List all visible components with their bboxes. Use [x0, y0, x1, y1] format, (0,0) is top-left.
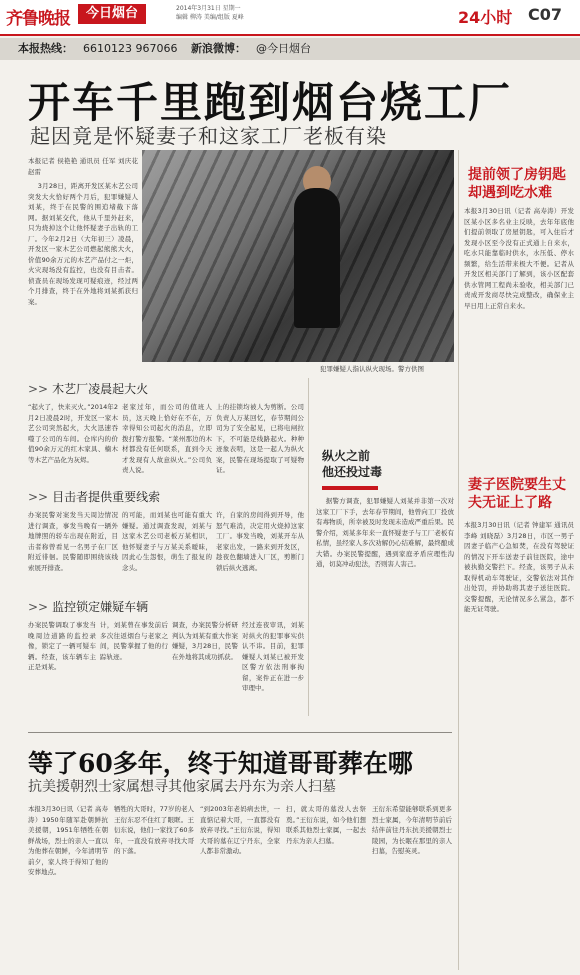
story3-body — [464, 520, 574, 966]
hour-label: 24小时 — [458, 8, 513, 27]
story2-byline: 本报3月30日讯（记者 高寿涛） — [464, 207, 561, 215]
story1-lead — [28, 156, 138, 326]
story4-headline: 等了60多年，终于知道哥哥葬在哪 — [28, 749, 413, 778]
section1-col3: 上的挂锁均被人为剪断。公司负责人万某回忆，春节期间公司为了安全起见，已将电闸拉下，不可能是线路起火。种种迹象表明，这是一起人为纵火案，民警在现场提取了可疑物证。 — [216, 403, 304, 474]
section3-heading: >> 监控锁定嫌疑车辆 — [28, 600, 149, 614]
hotline-bar — [0, 38, 580, 60]
weibo-handle: @今日烟台 — [255, 42, 311, 55]
section1-title: 木艺厂凌晨起大火 — [52, 382, 149, 396]
section1-col1: “起火了，快来灭火。”2014年2月2日凌晨2时，开发区一家木艺公司突然起火，大火迅速吞噬了公司的车间。仓库内的价值90余万元的红木家具、楠木等木艺产品化为灰烬。 — [28, 403, 118, 464]
hotline-label: 本报热线： — [18, 42, 73, 55]
column-rule — [308, 378, 309, 716]
hotline-numbers: 6610123 967066 — [83, 42, 178, 55]
weibo-label: 新浪微博： — [190, 42, 246, 55]
mid-title-line1: 纵火之前 — [322, 449, 371, 463]
column-rule — [458, 150, 459, 970]
newspaper-logo: 齐鲁晚报 — [6, 9, 70, 29]
section2-heading: >> 目击者提供重要线索 — [28, 490, 161, 504]
section3-col2: 计，刘某曾在事发前后多次往返烟台与老家之间，民警掌握了他的行踪轨迹。 — [100, 621, 168, 661]
section3-col1: 办案民警调取了事发当晚周边道路的监控录像，锁定了一辆可疑车辆。经查，该车辆车主正是刘某。 — [28, 621, 96, 671]
section1-heading: >> 木艺厂凌晨起大火 — [28, 382, 149, 396]
story4-subhead: 抗美援朝烈士家属想寻其他家属去丹东为亲人扫墓 — [28, 779, 336, 795]
main-subhead: 起因竟是怀疑妻子和这家工厂老板有染 — [30, 124, 387, 148]
story2-title: 提前领了房钥匙却遇到吃水难 — [468, 167, 566, 201]
date-line: 2014年3月31日 星期一 — [176, 5, 241, 12]
main-headline: 开车千里跑到烟台烧工厂 — [28, 78, 513, 127]
story3-byline: 本报3月30日讯（记者 钟建军 通讯员 李峰 刘晓磊） — [464, 521, 574, 540]
section-tag: 今日烟台 — [78, 4, 146, 24]
story4-col2: 牺牲的大哥时，77岁的老人王衍东忍不住红了眼眶。王衍东说，他们一家找了60多年，一直没有放弃寻找大哥的下落。 — [114, 805, 194, 855]
news-photo — [142, 150, 454, 362]
masthead — [0, 0, 580, 36]
story4-byline: 本报3月30日讯（记者 高寿涛） — [28, 805, 108, 824]
section2-col3: 许，自家的房间得到开导，他怒气难消，决定用火烧掉这家工厂。事发当晚，刘某开车从老家出发，一路来到开发区，趁夜色翻墙进入厂区，剪断门锁后纵火逃离。 — [216, 511, 304, 572]
mid-title — [322, 448, 382, 480]
section3-col4: 经过连夜审讯，刘某对纵火的犯罪事实供认不讳。目前，犯罪嫌疑人刘某已被开发区警方依法刑事拘留，案件正在进一步审理中。 — [242, 621, 304, 692]
section2-col2: 的可能，而刘某也可能有重大嫌疑。通过调查发现，刘某与这家木艺公司老板万某相识，他怀疑妻子与万某关系暧昧，因此心生怨恨，萌生了报复的念头。 — [122, 511, 212, 572]
story2-body — [464, 206, 574, 330]
dateline — [176, 4, 244, 22]
story-divider — [28, 732, 452, 733]
section2-col1: 办案民警对案发当天周边情况进行调查，事发当晚有一辆外地牌照的轿车出现在附近，目击者称曾看见一名男子在厂区附近徘徊。民警随即围绕该线索展开排查。 — [28, 511, 118, 572]
story4-col4: 扫，就太哥的墓没人去祭奠。”王衍东说，如今他们想联系其他烈士家属，一起去丹东为亲人扫墓。 — [286, 805, 366, 845]
story3-title: 妻子医院要生丈夫无证上了路 — [468, 477, 566, 511]
story4-col1-text: 1950年随军赴朝鲜抗美援朝，1951年牺牲在朝鲜战场，烈士的亲人一直以为他葬在朝鲜，今年清明节前夕，家人终于得知了他的安葬地点。 — [28, 815, 108, 876]
story4-col5: 王衍东希望能够联系到更多烈士家属，今年清明节前后结伴前往丹东抗美援朝烈士陵园，为长眠在那里的亲人扫墓，告慰英灵。 — [372, 805, 452, 855]
section2-title: 目击者提供重要线索 — [52, 490, 161, 504]
story3-text: 3月28日，市区一男子因妻子临产心急如焚，在没有驾驶证的情况下开车送妻子前往医院，途中被执勤交警拦下。经查，该男子从未取得机动车驾驶证，交警依法对其作出处罚，并协助将其妻子送往医院。交警提醒，无论情况多么紧急，都不能无证驾驶。 — [464, 531, 574, 613]
story4-col1 — [28, 804, 108, 970]
mid-title-accent — [322, 486, 378, 490]
story4-col3: “到2003年老妈病去世，一直惦记着大哥，一直都没有放弃寻找。”王衍东说，得知大哥的墓在辽宁丹东，全家人都非常激动。 — [200, 805, 280, 855]
section1-col2: 老家过年，而公司的值班人员，这天晚上恰好在不在，万幸得知公司起火的消息，立即拨打警方报警。“莱州那边的木材都没有任何联系，直到今天才发现有人故意纵火。”公司负责人说。 — [122, 403, 212, 474]
story1-lead-text: 3月28日，距离开发区某木艺公司突发大火恰好两个月后，犯罪嫌疑人刘某，终于在民警的围追堵截下落网。据刘某交代，他从千里外赶来，只为烧掉这个让他怀疑妻子出轨的工厂。今年2月2日（大年初三）凌晨，开发区一家木艺公司燃起熊熊大火，价值90余万元的木艺产品付之一炬，火灾现场没有监控，也没有目击者。侦查员在现场发现可疑痕迹，经过两个月排查，终于在外地将刘某抓获归案。 — [28, 182, 138, 306]
story2-text: 开发区某小区多名业主反映，去年年底他们提前领取了房屋钥匙，可入住后才发现小区至今没有正式通上自来水，吃水只能靠临时供水，水压低、停水频繁，给生活带来极大不便。记者从开发区相关部门了解到，该小区配套供水管网工程尚未验收，相关部门已责成开发商尽快完成整改，确保业主早日用上正常自来水。 — [464, 207, 574, 310]
story1-byline: 本报记者 侯艳艳 通讯员 任军 刘庆花 赵雷 — [28, 157, 138, 176]
section3-title: 监控锁定嫌疑车辆 — [52, 600, 149, 614]
mid-title-line2: 他还投过毒 — [322, 465, 383, 479]
mid-story-body: 据警方调查，犯罪嫌疑人刘某并非第一次对这家工厂下手，去年春节期间，他曾向工厂投放有毒物质，所幸被及时发现未造成严重后果。民警介绍，刘某多年来一直怀疑妻子与工厂老板有私情，虽经家人多次劝解仍心结难解，最终酿成大错。办案民警提醒，遇到家庭矛盾应理性沟通，切莫冲动犯法，否则害人害己。 — [316, 497, 454, 568]
photo-caption: 犯罪嫌疑人指认纵火现场。警方供图 — [320, 365, 424, 373]
editor-line: 编辑 柳涛 美编/组版 夏峰 — [176, 14, 244, 21]
page-number: C07 — [528, 5, 563, 24]
section3-col3: 调查，办案民警分析研判认为刘某有重大作案嫌疑，3月28日，民警在外地将其成功抓获。 — [172, 621, 238, 661]
